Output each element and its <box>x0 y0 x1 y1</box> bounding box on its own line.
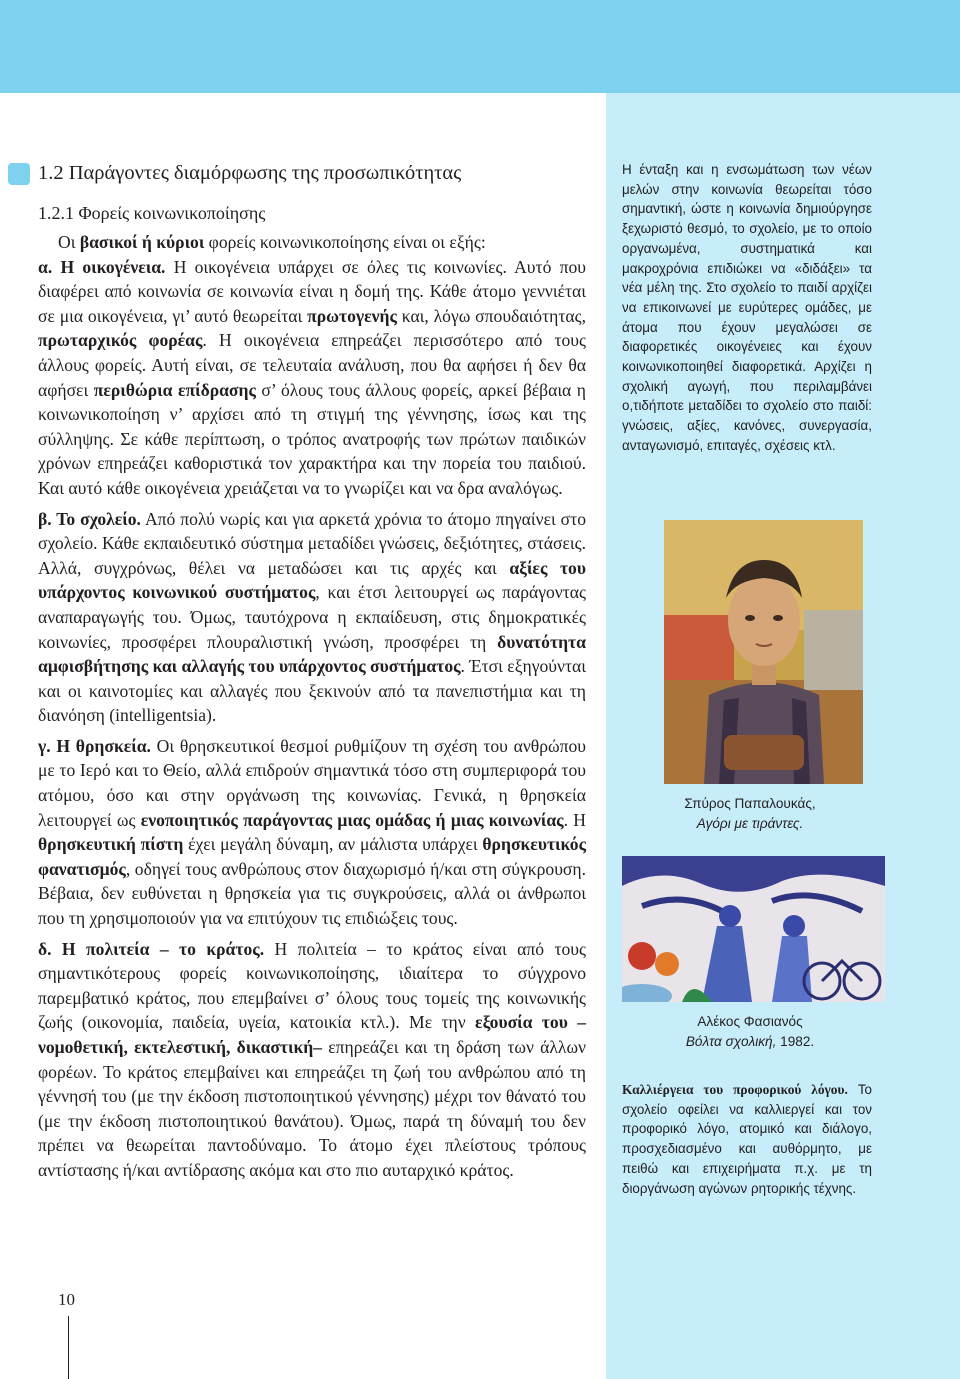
section-heading: 1.2 Παράγοντες διαμόρφωσης της προσωπικότητας <box>38 162 462 184</box>
caption-boy-artist: Σπύρος Παπαλουκάς, <box>684 796 816 811</box>
state-text-1: Η πολιτεία – το κράτος είναι από τους σημαντικότερους φορείς κοινωνικοποίησης, ιδιαίτερα το σύγχρονο παρεμβατικό κράτος, που επεμβαίνει σ’ όλους τους τομείς της κοινωνικής ζωής (οικονομία, παιδεία, υγεία, κατοικία κτλ.). Με την <box>38 938 586 1033</box>
painting-school-walk <box>622 856 885 1002</box>
religion-bold-2: θρησκευτική πίστη <box>38 834 184 855</box>
school-text-2: , και έτσι λειτουργεί ως παράγοντας αναπαραγωγής του. Όμως, ταυτόχρονα η εκπαίδευση, στις δημοκρατικές κοινωνίες, προσφέρει πλουραλιστική γνώση, προσφέρει τη <box>38 582 586 652</box>
painting-boy-with-suspenders <box>664 520 863 784</box>
intro-bold: βασικοί ή κύριοι <box>79 232 205 252</box>
school-label: β. Το σχολείο. <box>38 508 141 529</box>
sidebar-oral-title: Καλλιέργεια του προφορικού λόγου. <box>622 1082 848 1097</box>
sidebar-note-text: Η ένταξη και η ενσωμάτωση των νέων μελών στην κοινωνία θεωρείται τόσο σημαντική, ώστε η κοινωνία δημιούργησε ξεχωριστό θεσμό, το σχολείο, με το οποίο οργανωμένα, συστηματικά και μακροχρόνια επιδιώκει να «διδάξει» τα νέα μέλη της. Στο σχολείο το παιδί αρχίζει να επικοινωνεί με ευρύτερες ομάδες, με άτομα που έχουν μεγαλώσει σε διαφορετικές οικογένειες και έχουν κοινωνικοποιηθεί διαφορετικά. Αρχίζει η σχολική αγωγή, που περιλαμβάνει ο,τιδήποτε μεταδίδει το σχολείο στο παιδί: γνώσεις, αξίες, κανόνες, συνεργασία, ανταγωνισμό, επιταγές, σχέσεις κτλ. <box>622 162 872 453</box>
school-text-3: . Έτσι εξηγούνται και οι καινοτομίες και αλλαγές που ξεκινούν από τα πανεπιστήμια και τη διανόηση (intelligentsia). <box>38 656 586 726</box>
religion-paragraph <box>38 734 586 931</box>
sidebar-oral-paragraph <box>622 1080 872 1198</box>
page-number-rule <box>68 1316 69 1379</box>
caption-walk-artist: Αλέκος Φασιανός <box>697 1014 803 1029</box>
painting-boy-svg <box>664 520 863 784</box>
state-text-2: επηρεάζει και τη δράση των άλλων φορέων. Το κράτος επεμβαίνει και επηρεάζει τη ζωή του ανθρώπου από τη γέννησή του (με την έκδοση πιστοποιητικού γέννησης) μέχρι τον θάνατό του (με την έκδοση πιστοποιητικού θανάτου). Όμως, παρά τη δύναμή του δεν πρέπει να θεωρείται παντοδύναμο. Το άτομο έχει πλείστους τρόπους αντίστασης ή/και αντίδρασης ακόμα και στο πιο αυταρχικό κράτος. <box>38 1037 586 1180</box>
family-text-3: . Η οικογένεια επηρεάζει περισσότερο από τους άλλους φορείς. Αυτή είναι, σε τελευταία ανάλυση, που θα αφήσει ή δεν θα αφήσει <box>38 330 586 400</box>
sidebar-note-school <box>622 160 872 456</box>
school-bold-1: αξίες του υπάρχοντος κοινωνικού συστήματος <box>38 557 586 603</box>
religion-label: γ. Η θρησκεία. <box>38 735 151 756</box>
section-bullet-icon <box>8 163 30 185</box>
intro-text: Οι <box>58 232 80 252</box>
family-bold-3: περιθώρια επίδρασης <box>93 379 256 400</box>
state-label: δ. Η πολιτεία – το κράτος. <box>38 938 265 959</box>
school-bold-2: δυνατότητα αμφισβήτησης και αλλαγής του υπάρχοντος συστήματος <box>38 631 586 677</box>
religion-text-3: έχει μεγάλη δύναμη, αν μάλιστα υπάρχει <box>183 834 483 855</box>
religion-text-2: . Η <box>563 809 586 830</box>
state-bold-1: εξουσία του –νομοθετική, εκτελεστική, δικαστική– <box>38 1012 586 1057</box>
main-column <box>38 158 586 1183</box>
family-bold-1: πρωτογενής <box>307 305 397 326</box>
intro-text-end: φορείς κοινωνικοποίησης είναι οι εξής: <box>204 232 486 252</box>
painting-walk-svg <box>622 856 885 1002</box>
family-text-4: σ’ όλους τους άλλους φορείς, αρκεί βέβαια η κοινωνικοποίηση ν’ αρχίσει από τη στιγμή της γέννησης, ίσως και της σύλληψης. Σε κάθε περίπτωση, ο τρόπος ανατροφής των πρώτων παιδικών χρόνων επηρεάζει καθοριστικά τον χαρακτήρα και την πορεία του παιδιού. Και αυτό κάθε οικογένεια χρειάζεται να το γνωρίζει και να δρα αναλόγως. <box>38 379 586 498</box>
religion-bold-1: ενοποιητικός παράγοντας μιας ομάδας ή μιας κοινωνίας <box>140 809 564 830</box>
sidebar-note-oral-speech <box>622 1080 872 1198</box>
state-paragraph <box>38 937 586 1183</box>
school-paragraph <box>38 507 586 728</box>
subsection-heading: 1.2.1 Φορείς κοινωνικοποίησης <box>38 203 266 223</box>
caption-walk-title: Βόλτα σχολική, <box>685 1034 777 1049</box>
school-text-1: Από πολύ νωρίς και για αρκετά χρόνια το άτομο πηγαίνει στο σχολείο. Κάθε εκπαιδευτικό σύστημα μεταδίδει γνώσεις, δεξιότητες, στάσεις. Αλλά, συγχρόνως, θέλει να μεταδώσει και τις αρχές και <box>38 508 586 578</box>
sidebar-oral-text: Το σχολείο οφείλει να καλλιεργεί και τον προφορικό λόγο, ατομικό και διάλογο, προσχεδιασμένο και αυθόρμητο, με πειθώ και επιχειρήματα π.χ. με τη διοργάνωση αγώνων ρητορικής τέχνης. <box>622 1082 872 1196</box>
top-color-band <box>0 0 960 93</box>
family-paragraph <box>38 255 586 501</box>
page-number: 10 <box>58 1290 75 1309</box>
family-label: α. Η οικογένεια. <box>38 256 166 277</box>
religion-bold-3: θρησκευτικός φανατισμός <box>38 834 586 879</box>
caption-painting-walk <box>612 1012 888 1052</box>
family-text-2: και, λόγω σπουδαιότητας, <box>396 305 586 326</box>
intro-paragraph <box>38 230 586 255</box>
religion-text-4: , οδηγεί τους ανθρώπους στον διαχωρισμό ή/και στη σύγκρουση. Βέβαια, δεν ευθύνεται η θρησκεία για τις συγκρούσεις, αλλά οι άνθρωποι που τη χρησιμοποιούν για να επιτύχουν τις επιδιώξεις τους. <box>38 858 586 929</box>
caption-painting-boy <box>612 794 888 834</box>
caption-boy-title: Αγόρι με τιράντες. <box>696 816 804 831</box>
caption-walk-year: 1982. <box>776 1034 815 1049</box>
religion-text-1: Οι θρησκευτικοί θεσμοί ρυθμίζουν τη σχέση του ανθρώπου με το Ιερό και το Θείο, αλλά επιδρούν σημαντικά τόσο στη συμπεριφορά του ατόμου, όσο και στην οργάνωση της κοινωνίας. Γενικά, η θρησκεία λειτουργεί ως <box>38 735 586 830</box>
family-bold-2: πρωταρχικός φορέας <box>38 330 203 351</box>
family-text-1: Η οικογένεια υπάρχει σε όλες τις κοινωνίες. Αυτό που διαφέρει από κοινωνία σε κοινωνία είναι η δομή της. Κάθε άτομο γεννιέται σε μια οικογένεια, γι’ αυτό θεωρείται <box>38 256 587 326</box>
